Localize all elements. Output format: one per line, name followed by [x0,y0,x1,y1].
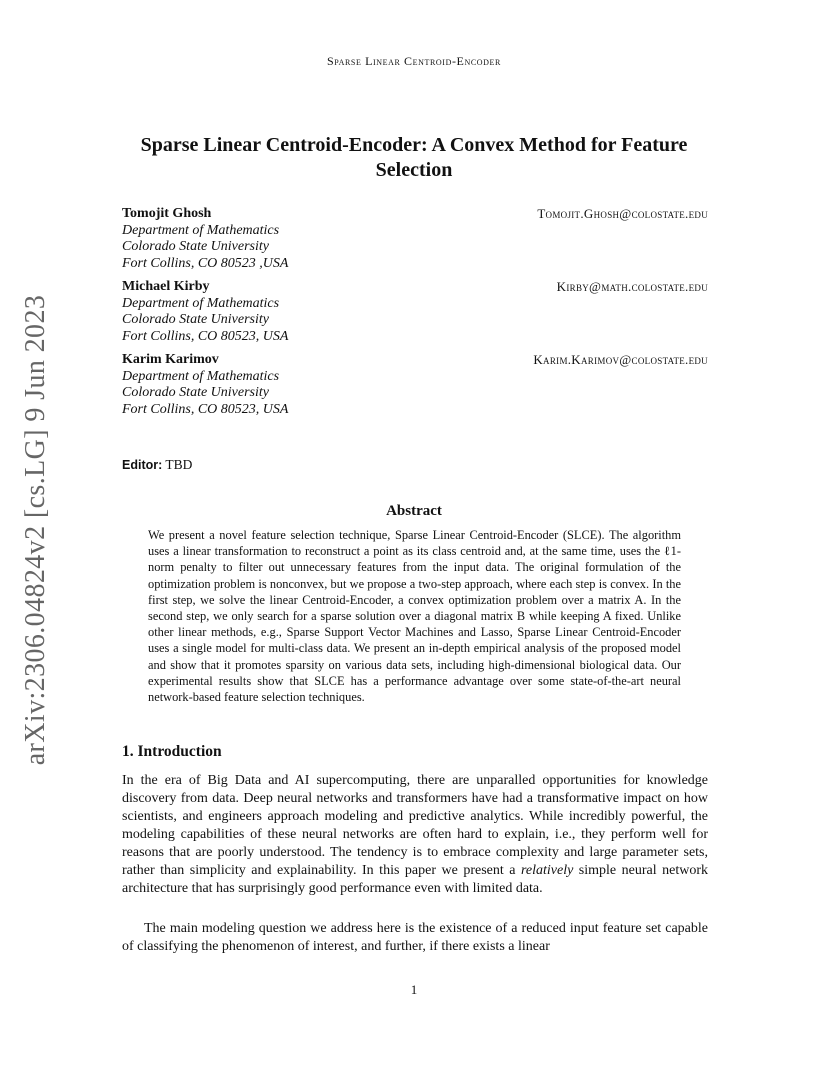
author-email: Kirby@math.colostate.edu [556,279,708,294]
author-name: Tomojit Ghosh [122,206,212,221]
running-head: Sparse Linear Centroid-Encoder [327,54,501,68]
author-email: Tomojit.Ghosh@colostate.edu [537,206,708,221]
author-location: Fort Collins, CO 80523, USA [122,328,289,344]
author-university: Colorado State University [122,312,269,327]
author-department: Department of Mathematics [122,295,280,311]
author-department: Department of Mathematics [122,222,280,238]
author-name: Karim Karimov [122,352,219,367]
author-university: Colorado State University [122,239,269,254]
editor-value: TBD [165,457,193,472]
abstract-heading: Abstract [386,503,442,519]
arxiv-id-label: arXiv:2306.04824v2 [cs.LG] 9 Jun 2023 [20,294,51,766]
author-block-3 [122,352,708,418]
intro-paragraph-1-end: simple neural network architecture that has surprisingly good performance even with limited data. [122,863,708,896]
intro-paragraph-1-emphasis: relatively [520,863,574,878]
author-block-1 [122,206,708,272]
intro-paragraph-1-start: In the era of Big Data and AI supercomputing, there are unparalled opportunities for knowledge discovery from data. Deep neural networks and transformers have had a transformative impact on how scientists, and engineers approach modeling and predictive analytics. While incredibly powerful, the modeling capabilities of these neural networks are often hard to explain, i.e., they perform well for reasons that are poorly understood. The tendency is to embrace complexity and large parameter sets, rather than simplicity and explainability. In this paper we present a [122,773,708,878]
intro-paragraph-1 [122,772,708,898]
paper-title: Sparse Linear Centroid-Encoder: A Convex Method for Feature Selection [140,134,688,181]
author-university: Colorado State University [122,385,269,400]
intro-paragraph-2: The main modeling question we address here is the existence of a reduced input feature set capable of classifying the phenomenon of interest, and further, if there exists a linear [122,921,708,954]
author-block-2 [122,279,708,345]
author-name: Michael Kirby [122,279,210,294]
section-heading-introduction: 1. Introduction [122,743,222,760]
page-number: 1 [410,982,418,997]
author-department: Department of Mathematics [122,368,280,384]
author-email: Karim.Karimov@colostate.edu [533,352,708,367]
author-location: Fort Collins, CO 80523, USA [122,401,289,417]
editor-line [122,457,192,473]
author-location: Fort Collins, CO 80523 ,USA [122,255,289,271]
editor-label: Editor: [122,458,163,472]
abstract-text: We present a novel feature selection technique, Sparse Linear Centroid-Encoder (SLCE). The algorithm uses a linear transformation to reconstruct a point as its class centroid and, at the same time, uses the ℓ1-norm penalty to filter out unnecessary features from the input data. The original formulation of the optimization problem is nonconvex, but we propose a two-step approach, where each step is convex. In the first step, we solve the linear Centroid-Encoder, a convex optimization problem over a matrix A. In the second step, we only search for a sparse solution over a diagonal matrix B while keeping A fixed. Unlike other linear methods, e.g., Sparse Support Vector Machines and Lasso, Sparse Linear Centroid-Encoder uses a single model for multi-class data. We present an in-depth empirical analysis of the proposed model and show that it promotes sparsity on various data sets, including high-dimensional biological data. Our experimental results show that SLCE has a performance advantage over some state-of-the-art neural network-based feature selection techniques. [148,528,681,705]
